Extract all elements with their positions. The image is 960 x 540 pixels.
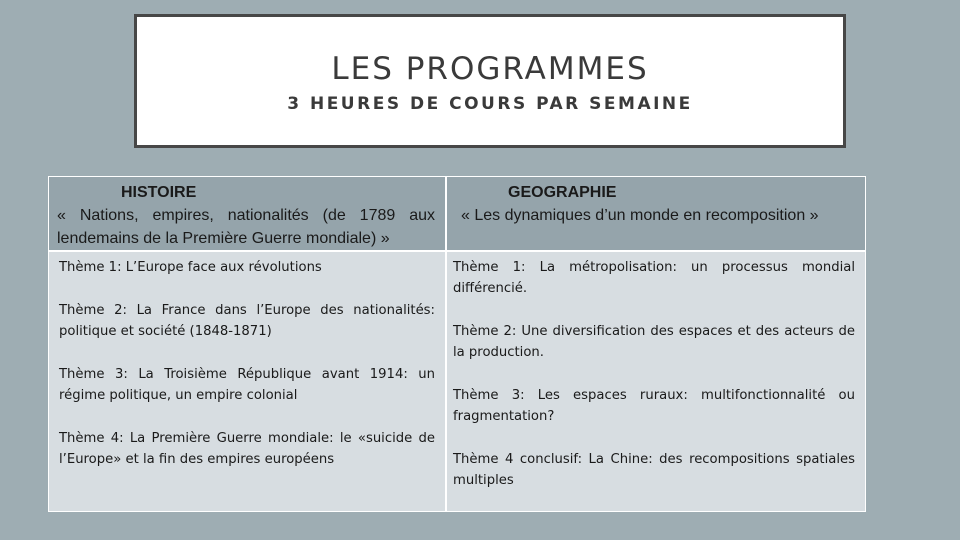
- table-header-row: [49, 177, 865, 252]
- histoire-title: HISTOIRE: [121, 184, 197, 201]
- program-table: [48, 176, 866, 512]
- page-title: LES PROGRAMMES: [331, 51, 649, 87]
- page-subtitle: 3 HEURES DE COURS PAR SEMAINE: [287, 94, 693, 114]
- histoire-theme-4: Thème 4: La Première Guerre mondiale: le «suicide de l’Europe» et la fin des empires européens: [59, 431, 435, 467]
- histoire-header-cell: [57, 181, 435, 250]
- geographie-header-cell: [453, 181, 853, 227]
- geographie-description: « Les dynamiques d’un monde en recomposition »: [461, 207, 819, 224]
- title-box: [134, 14, 846, 148]
- histoire-theme-3: Thème 3: La Troisième République avant 1914: un régime politique, un empire colonial: [59, 367, 435, 403]
- geographie-theme-2: Thème 2: Une diversification des espaces et des acteurs de la production.: [453, 324, 855, 360]
- geographie-theme-3: Thème 3: Les espaces ruraux: multifonctionnalité ou fragmentation?: [453, 388, 855, 424]
- geographie-title: GEOGRAPHIE: [508, 184, 617, 201]
- geographie-themes-cell: [453, 257, 855, 513]
- geographie-theme-1: Thème 1: La métropolisation: un processus mondial différencié.: [453, 260, 855, 296]
- geographie-theme-4: Thème 4 conclusif: La Chine: des recompositions spatiales multiples: [453, 452, 855, 488]
- column-divider: [445, 177, 447, 511]
- histoire-theme-2: Thème 2: La France dans l’Europe des nationalités: politique et société (1848-1871): [59, 303, 435, 339]
- histoire-theme-1: Thème 1: L’Europe face aux révolutions: [59, 260, 322, 275]
- histoire-themes-cell: [59, 257, 435, 492]
- histoire-description: « Nations, empires, nationalités (de 1789 aux lendemains de la Première Guerre mondiale) »: [57, 207, 435, 247]
